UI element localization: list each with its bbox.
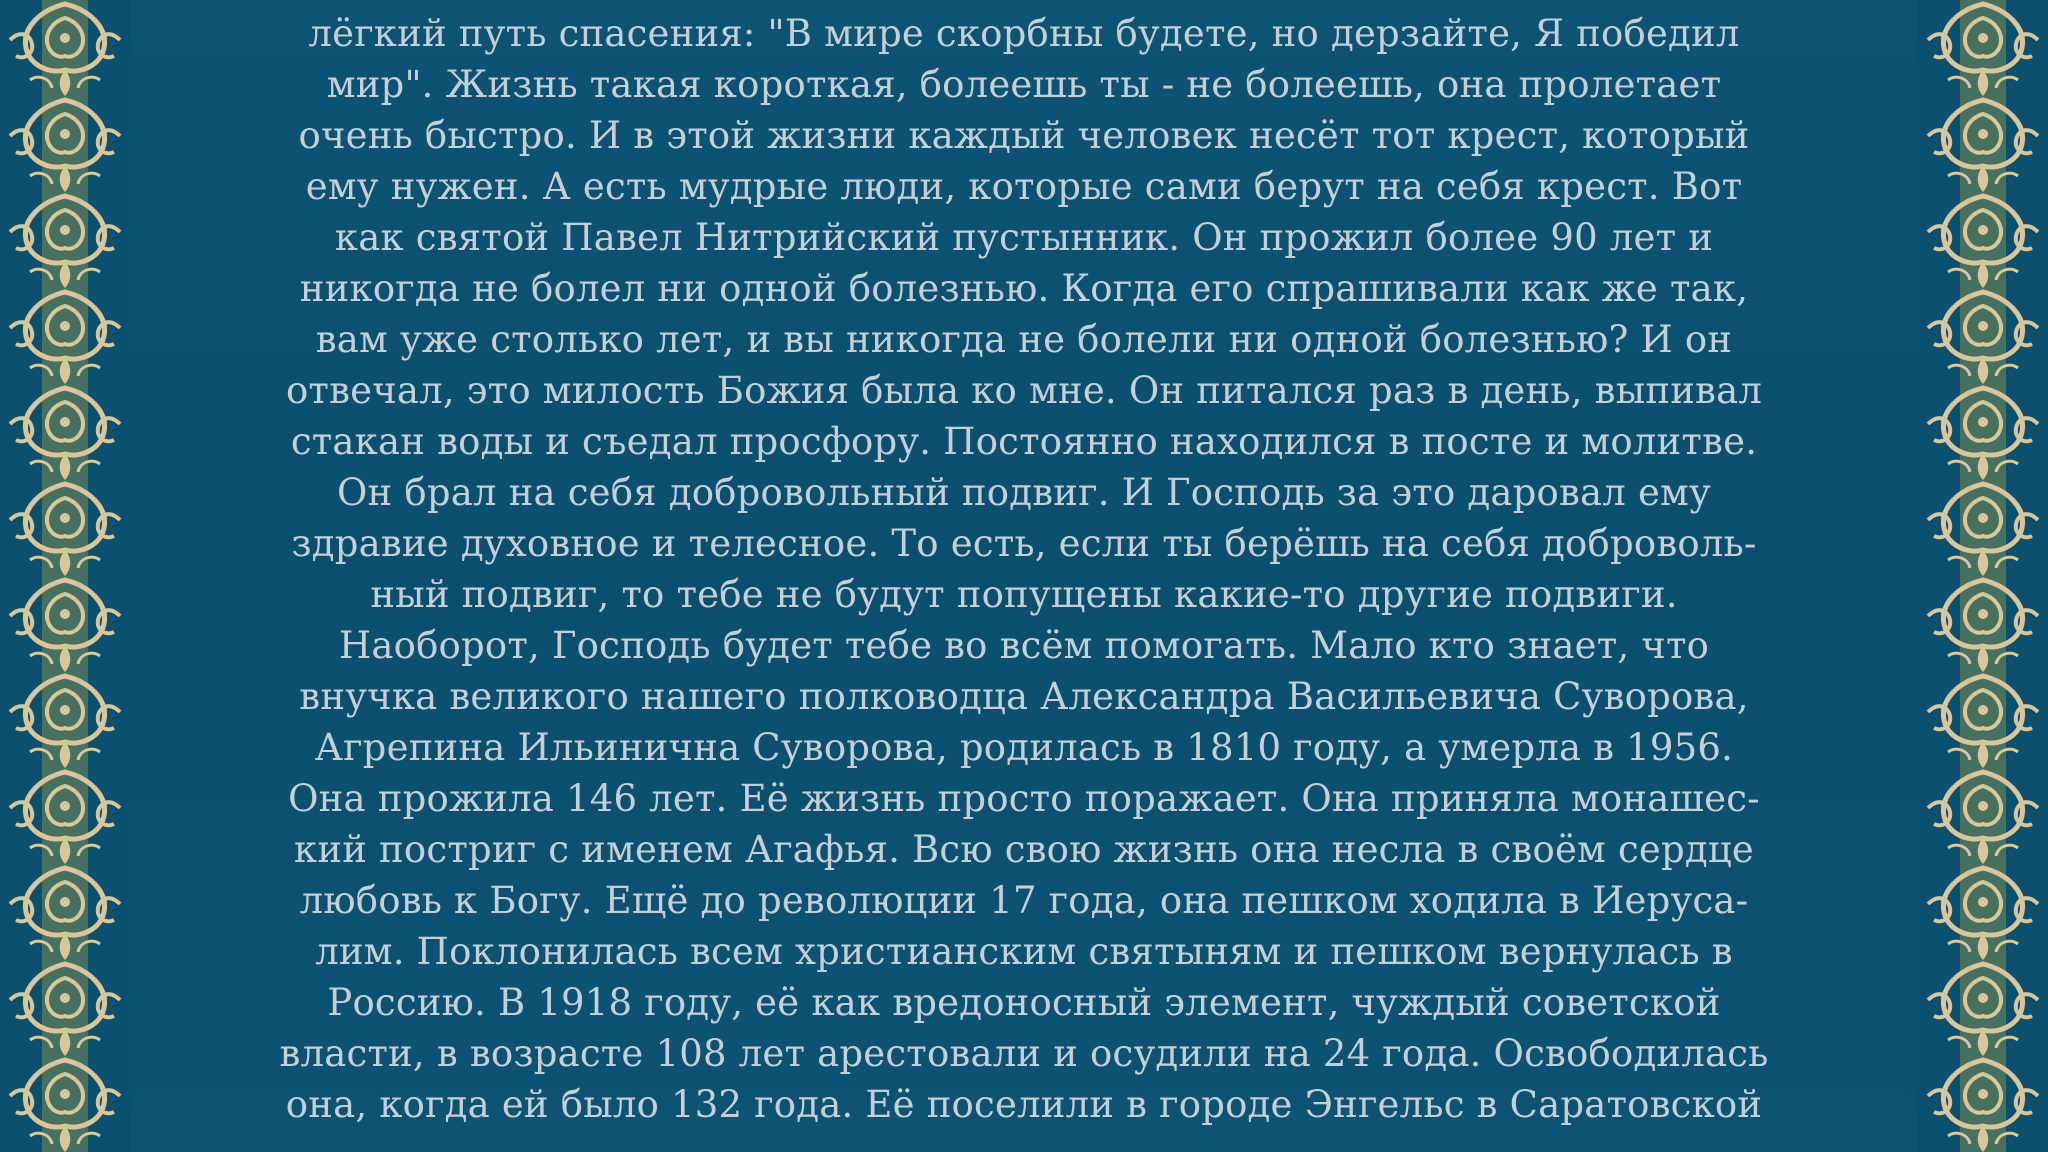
text-line: внучка великого нашего полководца Александра Васильевича Суворова, — [299, 675, 1749, 718]
text-line: никогда не болел ни одной болезнью. Когда его спрашивали как же так, — [299, 267, 1749, 310]
text-line: ный подвиг, то тебе не будут попущены какие-то другие подвиги. — [370, 573, 1678, 616]
text-line: власти, в возрасте 108 лет арестовали и осудили на 24 года. Освободилась — [279, 1032, 1769, 1075]
text-line: Наоборот, Господь будет тебе во всём помогать. Мало кто знает, что — [338, 624, 1710, 667]
text-line: лёгкий путь спасения: "В мире скорбны будете, но дерзайте, Я победил — [308, 12, 1740, 55]
text-line: кий постриг с именем Агафья. Всю свою жизнь она несла в своём сердце — [294, 828, 1754, 871]
text-line: как святой Павел Нитрийский пустынник. Он прожил более 90 лет и — [334, 216, 1714, 259]
text-line: мир". Жизнь такая короткая, болеешь ты - не болеешь, она пролетает — [326, 63, 1722, 106]
right-ornamental-border — [1918, 0, 2048, 1152]
text-line: она, когда ей было 132 года. Её поселили в городе Энгельс в Саратовской — [285, 1083, 1763, 1126]
text-line: Россию. В 1918 году, её как вредоносный элемент, чуждый советской — [327, 981, 1721, 1024]
body-text — [170, 0, 1878, 1152]
text-line: Он брал на себя добровольный подвиг. И Господь за это даровал ему — [337, 471, 1711, 514]
text-line: ему нужен. А есть мудрые люди, которые сами берут на себя крест. Вот — [305, 165, 1743, 208]
text-line: Агрепина Ильинична Суворова, родилась в 1810 году, а умерла в 1956. — [314, 726, 1734, 769]
text-line: Она прожила 146 лет. Её жизнь просто поражает. Она приняла монашес- — [288, 777, 1760, 820]
left-ornamental-border — [0, 0, 130, 1152]
text-line: здравие духовное и телесное. То есть, если ты берёшь на себя доброволь- — [291, 522, 1757, 565]
text-line: любовь к Богу. Ещё до революции 17 года, она пешком ходила в Иеруса- — [299, 879, 1749, 922]
text-line: стакан воды и съедал просфору. Постоянно находился в посте и молитве. — [290, 420, 1758, 463]
text-line: очень быстро. И в этой жизни каждый человек несёт тот крест, который — [298, 114, 1750, 157]
text-line: вам уже столько лет, и вы никогда не болели ни одной болезнью? И он — [315, 318, 1733, 361]
text-line: лим. Поклонилась всем христианским святыням и пешком вернулась в — [315, 930, 1733, 973]
text-line: отвечал, это милость Божия была ко мне. Он питался раз в день, выпивал — [285, 369, 1763, 412]
